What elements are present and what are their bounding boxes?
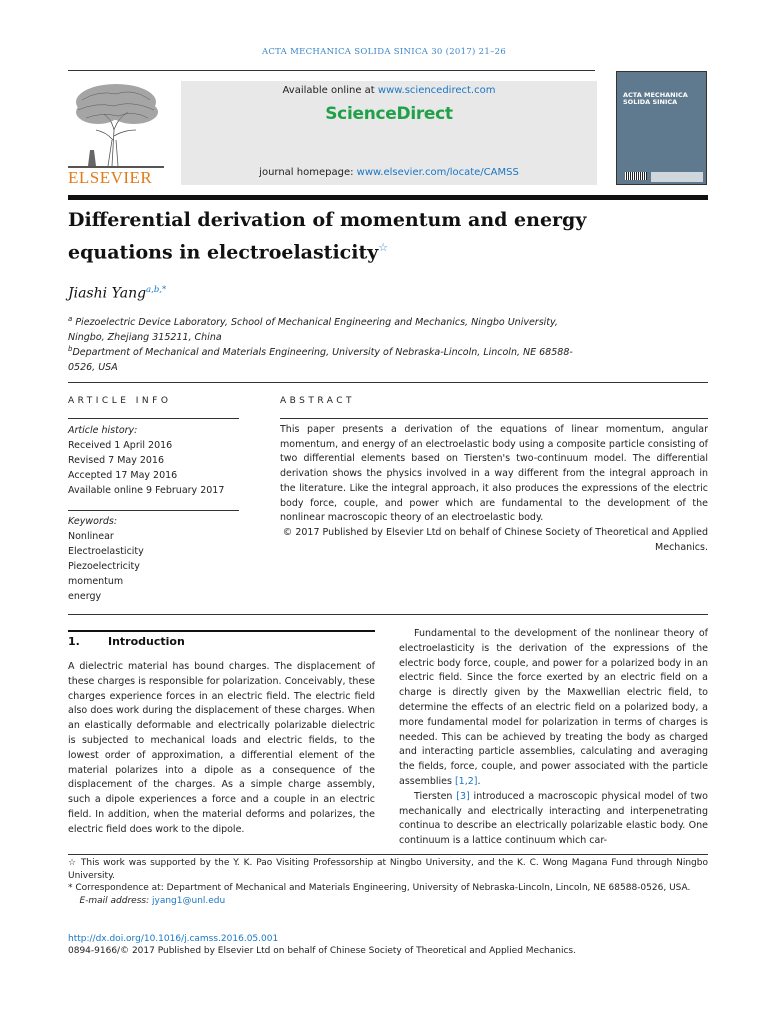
abstract-heading: ABSTRACT: [280, 396, 356, 406]
affiliation-mark: a: [68, 315, 73, 323]
divider: [68, 510, 239, 511]
footnote-text: This work was supported by the Y. K. Pao Visiting Professorship at Ningbo University, and the K. C. Wong Magana Fund through Ningbo University.: [68, 858, 708, 881]
paragraph-text: Tiersten: [414, 790, 457, 802]
journal-homepage-line: [181, 167, 597, 178]
title-rule: [68, 195, 708, 200]
sciencedirect-link[interactable]: www.sciencedirect.com: [377, 85, 496, 96]
available-online-line: [181, 85, 597, 96]
divider: [280, 418, 708, 419]
article-info-heading: ARTICLE INFO: [68, 396, 172, 406]
journal-citation[interactable]: ACTA MECHANICA SOLIDA SINICA 30 (2017) 21–26: [261, 47, 507, 57]
journal-cover[interactable]: [616, 71, 707, 185]
section-title: Introduction: [108, 635, 185, 648]
tree-icon: [68, 80, 164, 168]
section-number: 1.: [68, 635, 80, 648]
keyword: energy: [68, 591, 102, 602]
footnote-mark: ☆: [68, 858, 78, 868]
keyword: Piezoelectricity: [68, 561, 140, 572]
keyword: Nonlinear: [68, 531, 114, 542]
homepage-label: journal homepage:: [259, 167, 354, 178]
email-label: E-mail address:: [79, 895, 150, 906]
footnote-email: [68, 895, 708, 908]
cover-footer: [651, 172, 703, 182]
affiliation-a: [68, 312, 588, 345]
affiliation-text: Department of Mechanical and Materials Engineering, University of Nebraska-Lincoln, Lincoln, NE 68588-0526, USA: [68, 347, 573, 374]
available-online-label: Available online at: [282, 85, 375, 96]
history-item: Revised 7 May 2016: [68, 455, 165, 466]
figure-icon: [88, 150, 96, 166]
history-item: Received 1 April 2016: [68, 440, 173, 451]
paragraph-text: .: [477, 775, 481, 787]
paragraph: [399, 627, 708, 790]
barcode-icon: [625, 172, 647, 180]
abstract-copyright: © 2017 Published by Elsevier Ltd on behalf of Chinese Society of Theoretical and Applied Mechanics.: [282, 527, 708, 553]
affiliation-mark: b: [68, 345, 73, 353]
keywords-label: Keywords:: [68, 516, 118, 527]
affiliation-b: [68, 342, 588, 375]
divider: [68, 418, 239, 419]
issn-line: 0894-9166/© 2017 Published by Elsevier Ltd on behalf of Chinese Society of Theoretical and Applied Mechanics.: [68, 946, 576, 956]
citation-link[interactable]: [1,2]: [454, 775, 478, 787]
footnote-mark: *: [68, 883, 73, 893]
cover-title: ACTA MECHANICA SOLIDA SINICA: [623, 91, 688, 106]
paragraph: A dielectric material has bound charges. The displacement of these charges is responsible for polarization. Conceivably, these charges experience forces in an electric field. The electric field also does work during the displacement of these charges. When an elastically deformable and electrically polarizable dielectric is subjected to mechanical loads and electric fields, to the lowest order of approximation, a differential element of the material polarizes into a dipole as a consequence of the displacement of the charges. As a simple charge assembly, such a dipole experiences a force and a couple in an electric field. In addition, when the material deforms and polarizes, the electric field does work to the dipole.: [68, 661, 375, 835]
title-footnote-mark[interactable]: ☆: [378, 241, 389, 254]
journal-homepage-link[interactable]: www.elsevier.com/locate/CAMSS: [356, 167, 519, 178]
footnotes: [68, 857, 708, 907]
author-name: Jiashi Yang: [68, 285, 147, 302]
paragraph: [399, 790, 708, 849]
author-affiliation-marks[interactable]: a,b,*: [146, 285, 167, 295]
affiliation-text: Piezoelectric Device Laboratory, School of Mechanical Engineering and Mechanics, Ningbo University, Ningbo, Zhejiang 315211, China: [68, 317, 558, 344]
footnote-correspondence: [68, 882, 708, 895]
keywords: [68, 514, 239, 604]
header-rule: [68, 70, 595, 71]
divider: [68, 382, 708, 383]
article-title-text: Differential derivation of momentum and energy equations in electroelasticity: [68, 209, 587, 264]
keyword: Electroelasticity: [68, 546, 144, 557]
abstract-text: This paper presents a derivation of the equations of linear momentum, angular momentum, and energy of an electroelastic body using a composite particle consisting of two differential elements based on Tiersten's two-continuum model. The differential derivation shows the physics involved in a way different from the integral approach in the literature. Like the integral approach, it also produces the expressions of the electric body force, couple, and power which are fundamental to the development of the nonlinear macroscopic theory of an electroelastic body.: [280, 424, 708, 524]
footnote-funding: [68, 857, 708, 882]
history-item: Available online 9 February 2017: [68, 485, 225, 496]
email-link[interactable]: jyang1@unl.edu: [152, 895, 226, 906]
keyword: momentum: [68, 576, 124, 587]
paragraph-text: introduced a macroscopic physical model of two mechanically and electrically interacting and interpenetrating continua to describe an electrically polarizable elastic body. One continuum is a lattice continuum which car-: [399, 790, 708, 847]
elsevier-wordmark: ELSEVIER: [68, 168, 153, 187]
footnote-rule: [68, 854, 708, 855]
history-label: Article history:: [68, 425, 138, 436]
footnote-text: Correspondence at: Department of Mechanical and Materials Engineering, University of Nebraska-Lincoln, Lincoln, NE 68588-0526, USA.: [75, 883, 691, 893]
intro-left-column: [68, 660, 375, 838]
author-line: [68, 285, 166, 302]
sciencedirect-brand[interactable]: ScienceDirect: [325, 104, 453, 124]
history-item: Accepted 17 May 2016: [68, 470, 178, 481]
doi-link[interactable]: http://dx.doi.org/10.1016/j.camss.2016.05.001: [68, 934, 279, 944]
paragraph-text: Fundamental to the development of the nonlinear theory of electroelasticity is the derivation of the expressions of the electric body force, couple, and power for a polarized body in an electric field. Since the force exerted by an electric field on a charge is directly given by the Maxwellian electric field, to determine the effects of an electric field on a polarized body, a more fundamental model for polarization in terms of charges is needed. This can be achieved by treating the body as charged and interacting particle assemblies, calculating and averaging the fields, force, couple, and power associated with the particle assemblies: [399, 628, 708, 787]
section-heading-introduction: [68, 635, 185, 648]
article-history: [68, 423, 239, 498]
article-title: [68, 207, 688, 266]
citation-link[interactable]: [3]: [456, 790, 470, 802]
section-rule: [68, 630, 375, 632]
divider: [68, 614, 708, 615]
intro-right-column: [399, 627, 708, 849]
